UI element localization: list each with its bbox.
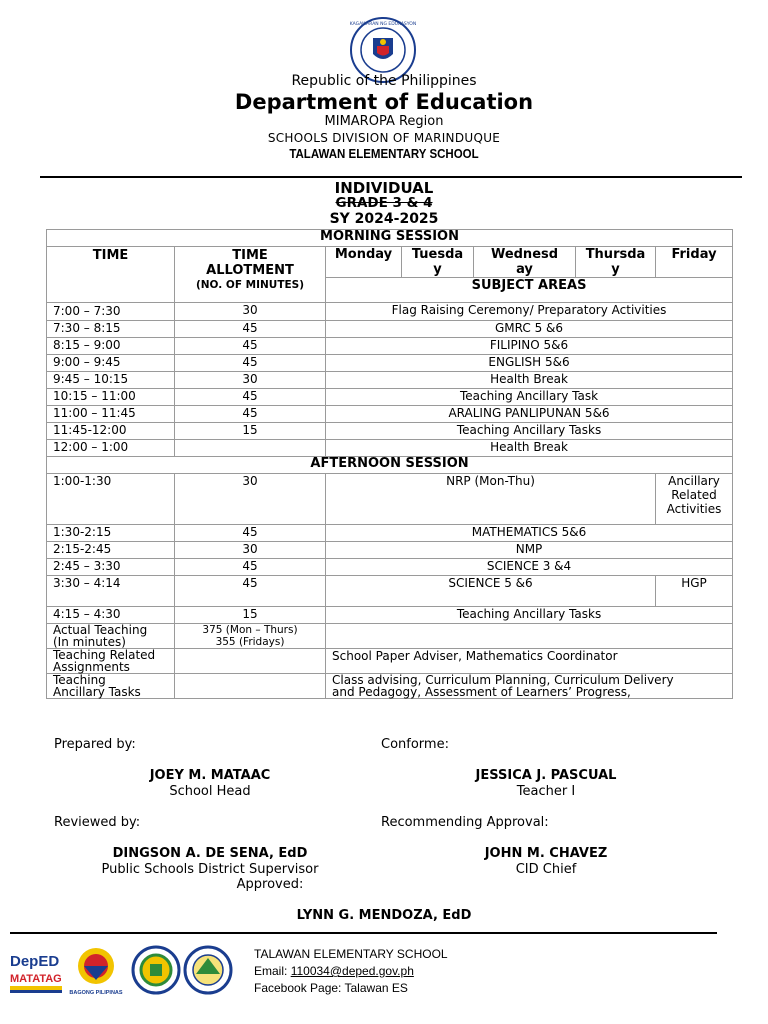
table-row <box>47 525 733 542</box>
value-line1: 375 (Mon – Thurs) <box>202 624 298 636</box>
label-line2: (In minutes) <box>53 635 126 649</box>
friday-line3: Activities <box>666 502 722 516</box>
table-row <box>47 423 733 440</box>
time-cell: 9:00 – 9:45 <box>47 355 175 372</box>
time-cell: 3:30 – 4:14 <box>47 576 175 607</box>
table-row <box>47 576 733 607</box>
related-assignments-value: School Paper Adviser, Mathematics Coordinator <box>326 649 733 674</box>
label-line1: Teaching <box>53 673 106 687</box>
table-row <box>47 372 733 389</box>
subject-cell: GMRC 5 &6 <box>326 321 733 338</box>
time-cell: 1:00-1:30 <box>47 474 175 525</box>
day-thursday: Thursda y <box>576 247 656 278</box>
label-line1: Teaching Related <box>53 648 156 662</box>
minutes-cell: 30 <box>175 474 326 525</box>
republic-line: Republic of the Philippines <box>291 73 477 89</box>
day-tuesday: Tuesda y <box>402 247 474 278</box>
footer-school: TALAWAN ELEMENTARY SCHOOL <box>254 947 448 961</box>
time-cell: 2:45 – 3:30 <box>47 559 175 576</box>
header-divider <box>40 176 742 178</box>
deped-matatag-logo <box>10 953 62 993</box>
table-row <box>47 559 733 576</box>
minutes-cell: 30 <box>175 303 326 321</box>
time-cell: 1:30-2:15 <box>47 525 175 542</box>
time-cell: 12:00 – 1:00 <box>47 440 175 457</box>
table-row <box>47 355 733 372</box>
minutes-cell: 15 <box>175 423 326 440</box>
actual-teaching-label <box>47 624 175 649</box>
school-seal-logo <box>185 947 231 993</box>
label-line2: Ancillary Tasks <box>53 685 141 699</box>
subject-cell: Health Break <box>326 372 733 389</box>
related-assignments-label <box>47 649 175 674</box>
teacher-name: JESSICA J. PASCUAL <box>475 768 617 783</box>
afternoon-session-header: AFTERNOON SESSION <box>47 457 733 474</box>
cid-title: CID Chief <box>515 862 577 877</box>
footer-divider <box>10 932 717 934</box>
school-name: TALAWAN ELEMENTARY SCHOOL <box>289 147 479 161</box>
morning-session-header: MORNING SESSION <box>47 230 733 247</box>
value-line2: 355 (Fridays) <box>215 636 285 648</box>
prepared-by-label: Prepared by: <box>54 737 136 752</box>
bagong-pilipinas-text: BAGONG PILIPINAS <box>69 990 123 996</box>
deped-logo-text: DepED <box>10 953 60 970</box>
ancillary-tasks-value <box>326 674 733 699</box>
minutes-cell: 45 <box>175 576 326 607</box>
minutes-cell: 45 <box>175 525 326 542</box>
doc-title: INDIVIDUAL <box>334 179 434 197</box>
footer-contact <box>254 946 448 997</box>
ancillary-tasks-empty <box>175 674 326 699</box>
time-cell: 2:15-2:45 <box>47 542 175 559</box>
table-row <box>47 406 733 423</box>
label-line1: Actual Teaching <box>53 623 148 637</box>
recommending-label: Recommending Approval: <box>381 815 549 830</box>
time-cell: 7:00 – 7:30 <box>47 303 175 321</box>
cid-name: JOHN M. CHAVEZ <box>484 846 608 861</box>
footer-email-line <box>254 963 448 980</box>
minutes-cell: 45 <box>175 321 326 338</box>
reviewed-by-label: Reviewed by: <box>54 815 141 830</box>
day-wednesday: Wednesd ay <box>474 247 576 278</box>
table-row <box>47 542 733 559</box>
subject-cell: NMP <box>326 542 733 559</box>
minutes-cell: 15 <box>175 607 326 624</box>
minutes-cell: 45 <box>175 389 326 406</box>
ancillary-tasks-label <box>47 674 175 699</box>
school-year: SY 2024-2025 <box>329 211 439 227</box>
subject-cell: SCIENCE 3 &4 <box>326 559 733 576</box>
table-row <box>47 440 733 457</box>
head-title: School Head <box>169 784 251 799</box>
actual-teaching-empty <box>326 624 733 649</box>
psds-title: Public Schools District Supervisor <box>101 862 319 877</box>
footer-logos <box>8 944 238 1000</box>
department-title: Department of Education <box>234 90 534 114</box>
subject-cell: Flag Raising Ceremony/ Preparatory Activities <box>326 303 733 321</box>
subject-cell: Teaching Ancillary Tasks <box>326 423 733 440</box>
minutes-cell <box>175 440 326 457</box>
subject-cell: ARALING PANLIPUNAN 5&6 <box>326 406 733 423</box>
conforme-label: Conforme: <box>381 737 449 752</box>
sds-name: LYNN G. MENDOZA, EdD <box>296 908 472 923</box>
table-row <box>47 607 733 624</box>
bagong-pilipinas-logo <box>69 948 123 996</box>
subject-cell: ENGLISH 5&6 <box>326 355 733 372</box>
time-cell: 4:15 – 4:30 <box>47 607 175 624</box>
subject-cell: Teaching Ancillary Tasks <box>326 607 733 624</box>
footer-facebook: Facebook Page: Talawan ES <box>254 981 408 995</box>
day-monday: Monday <box>326 247 402 278</box>
subject-cell: Health Break <box>326 440 733 457</box>
friday-activity-cell <box>656 474 733 525</box>
subject-cell: SCIENCE 5 &6 <box>326 576 656 607</box>
table-row <box>47 674 733 699</box>
actual-teaching-value <box>175 624 326 649</box>
teacher-title: Teacher I <box>516 784 576 799</box>
time-cell: 11:00 – 11:45 <box>47 406 175 423</box>
email-link[interactable]: 110034@deped.gov.ph <box>290 964 414 978</box>
region-line: MIMAROPA Region <box>324 114 444 129</box>
subject-cell: NRP (Mon-Thu) <box>326 474 656 525</box>
table-row <box>47 321 733 338</box>
table-row <box>47 649 733 674</box>
minutes-cell: 45 <box>175 406 326 423</box>
col-time-header: TIME <box>47 247 175 303</box>
value-line2: and Pedagogy, Assessment of Learners’ Progress, <box>332 685 631 699</box>
allotment-line2: ALLOTMENT <box>206 263 294 278</box>
table-row <box>47 389 733 406</box>
value-line1: Class advising, Curriculum Planning, Curriculum Delivery <box>332 673 674 687</box>
friday-activity-cell: HGP <box>656 576 733 607</box>
psds-name: DINGSON A. DE SENA, EdD <box>112 846 308 861</box>
allotment-line1: TIME <box>232 248 268 263</box>
label-line2: Assignments <box>53 660 130 674</box>
subject-cell: MATHEMATICS 5&6 <box>326 525 733 542</box>
time-cell: 10:15 – 11:00 <box>47 389 175 406</box>
minutes-cell: 30 <box>175 372 326 389</box>
minutes-cell: 45 <box>175 559 326 576</box>
subject-areas-header: SUBJECT AREAS <box>326 278 733 303</box>
time-cell: 11:45-12:00 <box>47 423 175 440</box>
head-name: JOEY M. MATAAC <box>149 768 271 783</box>
table-row <box>47 474 733 525</box>
table-row <box>47 624 733 649</box>
table-row <box>47 338 733 355</box>
time-cell: 8:15 – 9:00 <box>47 338 175 355</box>
approved-label: Approved: <box>236 877 304 892</box>
minutes-cell: 30 <box>175 542 326 559</box>
division-seal-logo <box>133 947 179 993</box>
day-friday: Friday <box>656 247 733 278</box>
subject-cell: FILIPINO 5&6 <box>326 338 733 355</box>
time-cell: 9:45 – 10:15 <box>47 372 175 389</box>
matatag-logo-text: MATATAG <box>10 973 62 985</box>
schedule-table <box>46 229 733 699</box>
grade-line <box>0 195 768 211</box>
table-row <box>47 303 733 321</box>
friday-line1: Ancillary <box>668 474 720 488</box>
related-assignments-empty <box>175 649 326 674</box>
email-label: Email: <box>254 964 291 978</box>
friday-line2: Related <box>671 488 717 502</box>
subject-cell: Teaching Ancillary Task <box>326 389 733 406</box>
minutes-cell: 45 <box>175 338 326 355</box>
allotment-line3: (NO. OF MINUTES) <box>195 279 305 291</box>
grade-text: GRADE 3 & 4 <box>335 195 433 211</box>
time-cell: 7:30 – 8:15 <box>47 321 175 338</box>
seal-text: KAGAWARAN NG EDUKASYON <box>349 22 417 27</box>
minutes-cell: 45 <box>175 355 326 372</box>
col-allotment-header <box>175 247 326 303</box>
division-line: SCHOOLS DIVISION OF MARINDUQUE <box>267 131 501 145</box>
